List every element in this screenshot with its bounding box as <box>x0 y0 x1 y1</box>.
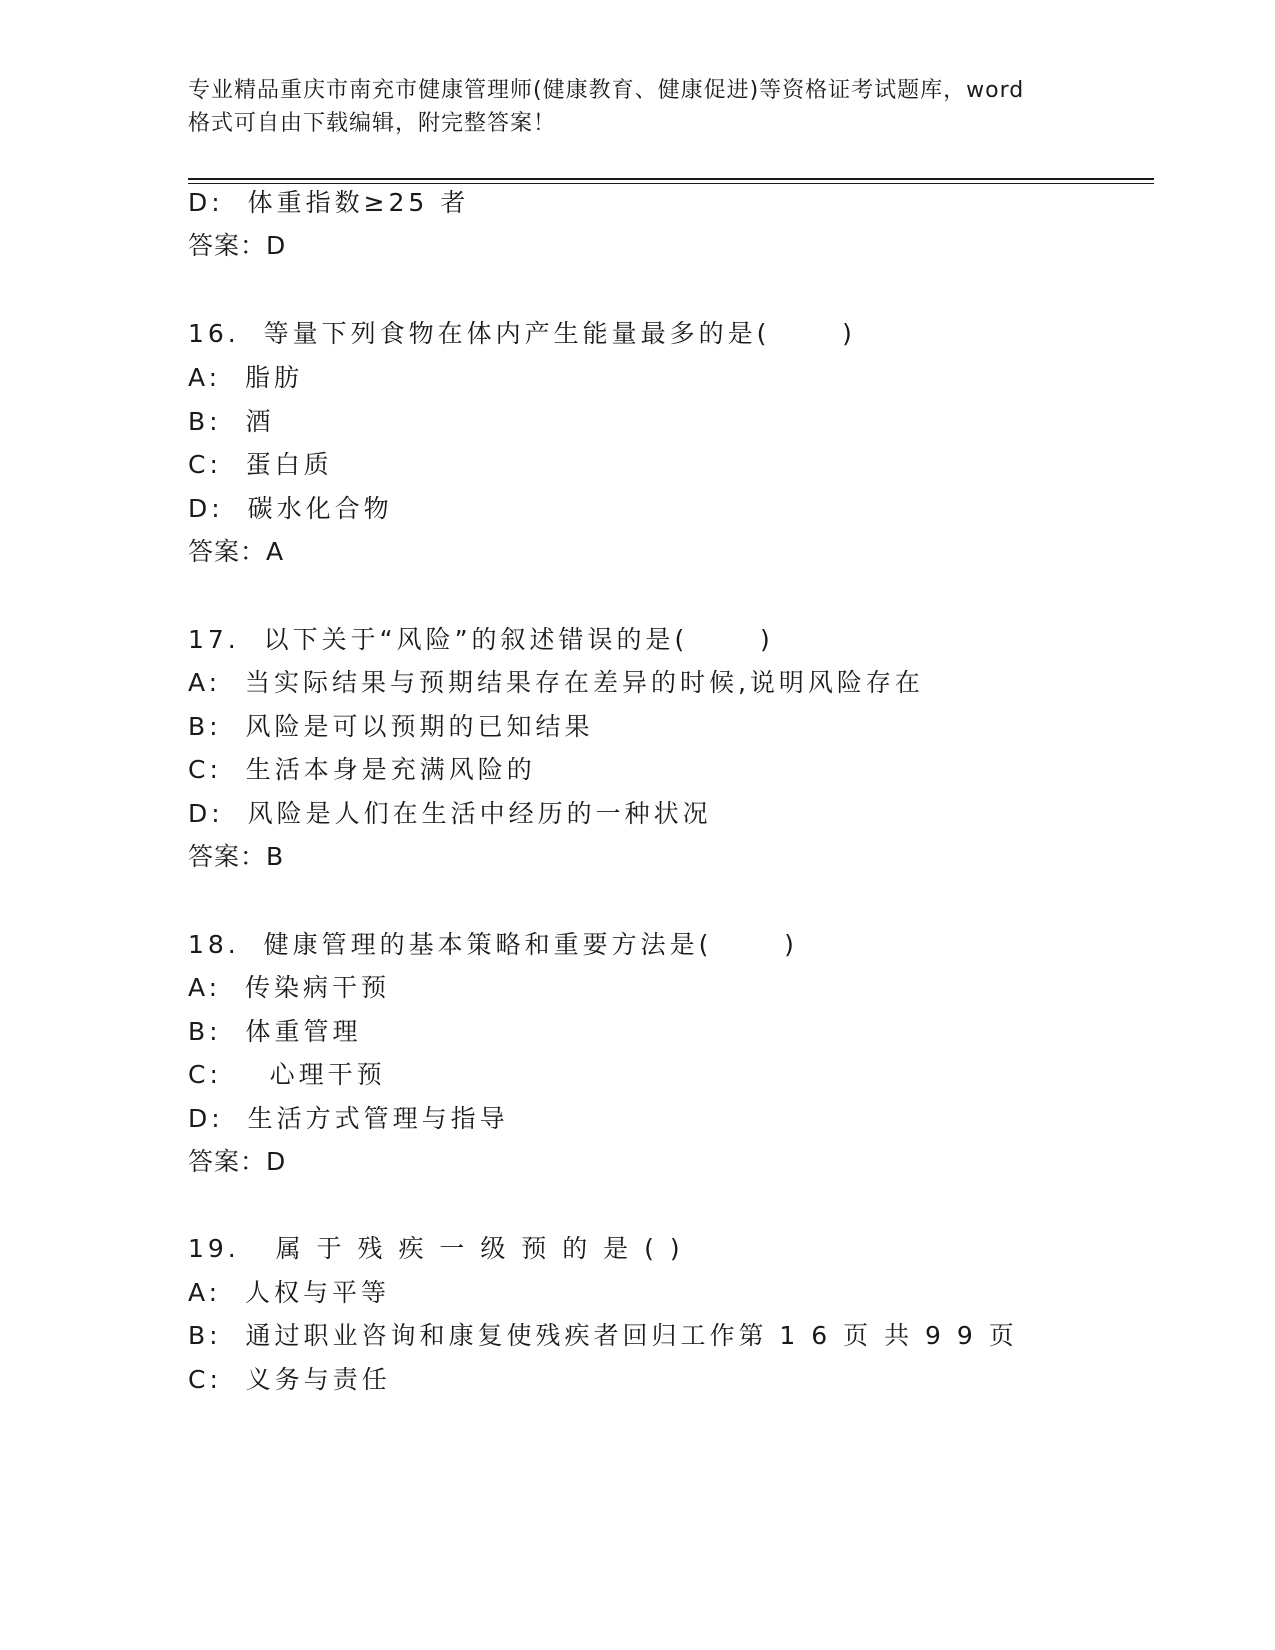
q19-stem: 19. 属 于 残 疾 一 级 预 的 是 ( ) <box>188 1234 684 1263</box>
header-rule-thick <box>188 178 1154 180</box>
q16-option-c: C: 蛋白质 <box>188 450 333 479</box>
q19-option-c: C: 义务与责任 <box>188 1365 391 1394</box>
q16-option-d: D: 碳水化合物 <box>188 494 393 523</box>
q18-option-a: A: 传染病干预 <box>188 973 390 1002</box>
header-line-2: 格式可自由下载编辑，附完整答案！ <box>188 111 557 136</box>
q17-option-d: D: 风险是人们在生活中经历的一种状况 <box>188 799 712 828</box>
q17-stem: 17. 以下关于“风险”的叙述错误的是( ) <box>188 625 774 654</box>
q18-stem: 18. 健康管理的基本策略和重要方法是( ) <box>188 930 798 959</box>
q16-option-b: B: 酒 <box>188 407 275 436</box>
q17-option-a: A: 当实际结果与预期结果存在差异的时候,说明风险存在 <box>188 668 924 697</box>
q18-option-b: B: 体重管理 <box>188 1017 362 1046</box>
q16-stem: 16. 等量下列食物在体内产生能量最多的是( ) <box>188 319 856 348</box>
header-line-1: 专业精品重庆市南充市健康管理师(健康教育、健康促进)等资格证考试题库，word <box>188 78 1025 103</box>
q16-option-a: A: 脂肪 <box>188 363 303 392</box>
q16-answer: 答案：A <box>188 537 285 566</box>
q19-option-b: B: 通过职业咨询和康复使残疾者回归工作第 1 6 页 共 9 9 页 <box>188 1321 1018 1350</box>
q18-option-c: C: 心理干预 <box>188 1060 386 1089</box>
q18-option-d: D: 生活方式管理与指导 <box>188 1104 509 1133</box>
q17-option-b: B: 风险是可以预期的已知结果 <box>188 712 594 741</box>
page-header <box>188 74 1088 140</box>
q17-option-c: C: 生活本身是充满风险的 <box>188 755 536 784</box>
q18-answer: 答案：D <box>188 1147 287 1176</box>
q15-option-d: D: 体重指数≥25 者 <box>188 188 470 217</box>
header-rule-thin <box>188 183 1154 184</box>
q15-answer: 答案：D <box>188 231 287 260</box>
q17-answer: 答案：B <box>188 842 285 871</box>
q19-option-a: A: 人权与平等 <box>188 1278 390 1307</box>
